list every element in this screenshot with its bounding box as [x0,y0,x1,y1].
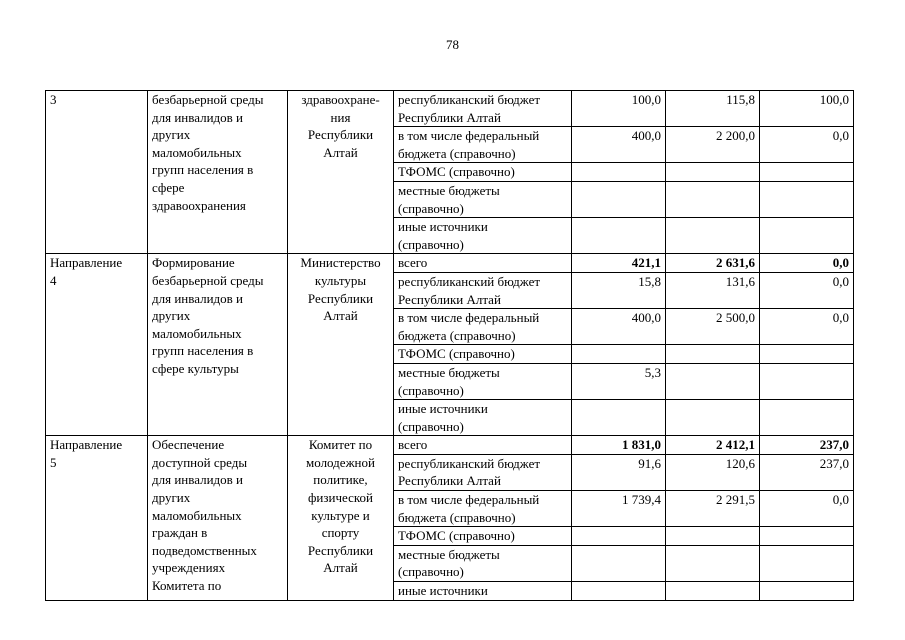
funding-source-cell: в том числе федеральный бюджета (справочно) [394,127,572,163]
value-cell-year-3 [760,345,854,364]
value-cell-year-1 [572,163,666,182]
value-cell-year-2 [666,527,760,546]
direction-name-cell: безбарьерной среды для инвалидов и других маломобильных групп населения в сфере здравоохранения [148,91,288,254]
executor-cell: Министерство культуры Республики Алтай [288,254,394,436]
direction-name-cell: Обеспечение доступной среды для инвалидов и других маломобильных граждан в подведомственных учреждениях Комитета по [148,436,288,600]
value-cell-year-2 [666,218,760,254]
value-cell-year-3 [760,582,854,601]
value-cell-year-2 [666,363,760,399]
executor-cell: Комитет по молодежной политике, физической культуре и спорту Республики Алтай [288,436,394,600]
value-cell-year-1: 1 831,0 [572,436,666,455]
value-cell-year-2: 2 500,0 [666,309,760,345]
value-cell-year-3 [760,181,854,217]
value-cell-year-2: 2 291,5 [666,491,760,527]
value-cell-year-1: 91,6 [572,454,666,490]
value-cell-year-1: 1 739,4 [572,491,666,527]
funding-source-cell: республиканский бюджет Республики Алтай [394,272,572,308]
funding-source-cell: ТФОМС (справочно) [394,527,572,546]
value-cell-year-1 [572,527,666,546]
funding-source-cell: иные источники (справочно) [394,400,572,436]
executor-cell: здравоохране- ния Республики Алтай [288,91,394,254]
value-cell-year-2: 131,6 [666,272,760,308]
value-cell-year-2: 115,8 [666,91,760,127]
value-cell-year-2 [666,163,760,182]
funding-source-cell: иные источники [394,582,572,601]
value-cell-year-1 [572,582,666,601]
value-cell-year-2 [666,582,760,601]
value-cell-year-3: 0,0 [760,309,854,345]
table-row [46,254,854,273]
value-cell-year-3 [760,545,854,581]
value-cell-year-3 [760,363,854,399]
funding-source-cell: местные бюджеты (справочно) [394,545,572,581]
value-cell-year-3: 0,0 [760,491,854,527]
value-cell-year-2 [666,400,760,436]
value-cell-year-3 [760,527,854,546]
funding-source-cell: республиканский бюджет Республики Алтай [394,91,572,127]
value-cell-year-1: 400,0 [572,309,666,345]
funding-source-cell: в том числе федеральный бюджета (справочно) [394,309,572,345]
value-cell-year-1: 15,8 [572,272,666,308]
value-cell-year-3 [760,218,854,254]
value-cell-year-3: 0,0 [760,254,854,273]
value-cell-year-1 [572,218,666,254]
value-cell-year-2 [666,345,760,364]
value-cell-year-2: 2 200,0 [666,127,760,163]
value-cell-year-3: 237,0 [760,454,854,490]
value-cell-year-3: 237,0 [760,436,854,455]
value-cell-year-2: 2 631,6 [666,254,760,273]
direction-number-cell: Направление 5 [46,436,148,600]
direction-name-cell: Формирование безбарьерной среды для инвалидов и других маломобильных групп населения в сфере культуры [148,254,288,436]
value-cell-year-1: 421,1 [572,254,666,273]
value-cell-year-2: 2 412,1 [666,436,760,455]
value-cell-year-3: 0,0 [760,127,854,163]
value-cell-year-2 [666,181,760,217]
funding-source-cell: республиканский бюджет Республики Алтай [394,454,572,490]
table-row [46,436,854,455]
value-cell-year-3: 0,0 [760,272,854,308]
funding-source-cell: всего [394,254,572,273]
value-cell-year-1 [572,545,666,581]
budget-table [45,90,854,601]
value-cell-year-3 [760,163,854,182]
value-cell-year-2: 120,6 [666,454,760,490]
funding-source-cell: иные источники (справочно) [394,218,572,254]
value-cell-year-1 [572,400,666,436]
value-cell-year-3 [760,400,854,436]
funding-source-cell: местные бюджеты (справочно) [394,363,572,399]
funding-source-cell: ТФОМС (справочно) [394,345,572,364]
page-number: 78 [446,37,459,52]
value-cell-year-1: 5,3 [572,363,666,399]
funding-source-cell: в том числе федеральный бюджета (справочно) [394,491,572,527]
funding-source-cell: всего [394,436,572,455]
funding-source-cell: местные бюджеты (справочно) [394,181,572,217]
value-cell-year-1 [572,345,666,364]
value-cell-year-1: 400,0 [572,127,666,163]
table-row [46,91,854,127]
value-cell-year-3: 100,0 [760,91,854,127]
value-cell-year-1 [572,181,666,217]
value-cell-year-2 [666,545,760,581]
direction-number-cell: 3 [46,91,148,254]
direction-number-cell: Направление 4 [46,254,148,436]
funding-source-cell: ТФОМС (справочно) [394,163,572,182]
value-cell-year-1: 100,0 [572,91,666,127]
